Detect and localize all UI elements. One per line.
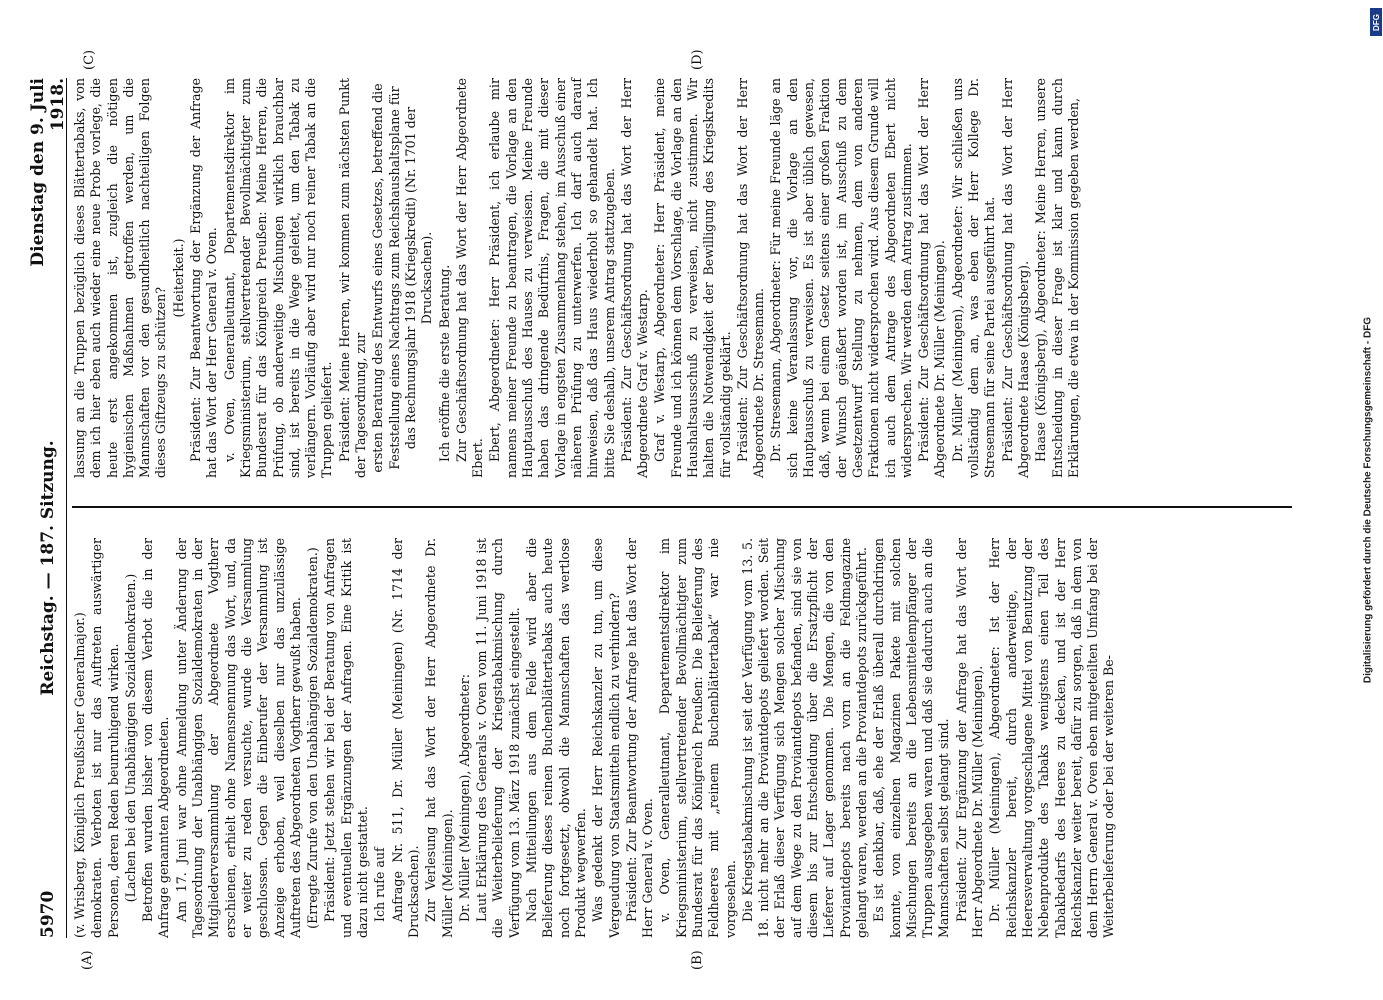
paragraph: v. Oven, Generalleutnant, Departementsdirektor im Kriegsministerium, stellvertretender Bevollmächtigter zum Bundesrat für das Königreich Preußen: Meine Herren, die Prüfung, ob anderweitige Mischungen wirklich brauchbar sind, ist bereits in die Wege geleitet, um den Tabak zu verlängern. Vorläufig aber wird nur noch reiner Tabak an die Truppen geliefert. xyxy=(221,78,335,478)
dfg-logo-text: DFG xyxy=(1371,13,1381,31)
paragraph: Präsident: Zur Ergänzung der Anfrage hat das Wort der Herr Abgeordnete Dr. Müller (Meiningen). xyxy=(953,538,986,938)
paragraph: Präsident: Zur Beantwortung der Anfrage hat das Wort der Herr General v. Oven. xyxy=(623,538,656,938)
paragraph: (Lachen bei den Unabhängigen Sozialdemokraten.) xyxy=(122,573,138,903)
session-date: Dienstag den 9. Juli 1918. xyxy=(28,78,68,267)
paragraph: Präsident: Meine Herren, wir kommen zum nächsten Punkt der Tagesordnung, zur xyxy=(336,78,369,478)
column-divider xyxy=(72,507,1292,509)
paragraph: lassung an die Truppen bezüglich dieses Blättertabaks, von dem ich hier eben auch wieder eine neue Probe vorlege, die heute erst angekommen ist, zugleich die nötigen hygienischen Maßnahmen getroffen werden, um die Mannschaften vor den gesundheitlich nachteiligen Folgen dieses Giftzeugs zu schützen? xyxy=(72,78,169,478)
paragraph: Was gedenkt der Herr Reichskanzler zu tun, um diese Vergeudung von Staatsmitteln endlich zu verhindern? xyxy=(590,538,622,938)
margin-letter-b: (B) xyxy=(690,950,705,970)
paragraph: (Erregte Zurufe von den Unabhängigen Sozialdemokraten.) xyxy=(305,547,321,929)
paragraph: Nach Mitteilungen aus dem Felde wird aber die Belieferung dieses reinen Buchenblättertabaks auch heute noch fortgesetzt, obwohl die Mannschaften das wertlose Produkt wegwerfen. xyxy=(524,538,588,938)
paragraph: Präsident: Jetzt stehen wir bei der Beratung von Anfragen und eventuellen Ergänzungen der Anfragen. Eine Kritik ist dazu nicht gestattet. xyxy=(322,538,371,938)
margin-letter-a: (A) xyxy=(80,950,95,970)
margin-letter-d: (D) xyxy=(690,49,705,70)
paragraph: Am 17. Juni war ohne Anmeldung unter Änderung der Tagesordnung der Unabhängigen Sozialdemokraten in der Mitgliederversammlung der Abgeordnete Vogtherr erschienen, erhielt ohne Namensnennung das Wort, und, da er weiter zu reden versuchte, wurde die Versammlung geschlossen. Gegen die Einberufer der Versammlung ist Anzeige erhoben, weil dieselben nur das unzulässige Auftreten des Abgeordneten Vogtherr gewußt haben. xyxy=(173,538,303,938)
paragraph: Präsident: Zur Geschäftsordnung hat das Wort der Herr Abgeordnete Dr. Stresemann. xyxy=(734,78,767,478)
paragraph: Präsident: Zur Geschäftsordnung hat das Wort der Herr Abgeordnete Haase (Königsberg). xyxy=(999,78,1031,478)
page-header xyxy=(30,78,67,938)
paragraph: Laut Erklärung des Generals v. Oven vom 11. Juni 1918 ist die Weiterbelieferung der Kriegstabakmischung durch Verfügung vom 13. März 1918 zunächst eingestellt. xyxy=(474,538,522,938)
paragraph: ersten Beratung des Entwurfs eines Gesetzes, betreffend die Feststellung eines Nachtrags zum Reichshaushaltsplane für das Rechnungsjahr 1918 (Kriegskredit) (Nr. 1701 der Drucksachen). xyxy=(370,83,435,473)
paragraph: v. Oven, Generalleutnant, Departementsdirektor im Kriegsministerium, stellvertretender Bevollmächtigter zum Bundesrat für das Königreich Preußen: Die Belieferung des Feldheeres mit „reinem Buchenblättertabak“ war nie vorgesehen. xyxy=(657,538,738,938)
paragraph: Zur Geschäftsordnung hat das Wort der Herr Abgeordnete Ebert. xyxy=(453,78,486,478)
paragraph: Die Kriegstabakmischung ist seit der Verfügung vom 13. 5. 18. nicht mehr an die Proviantdepots geliefert worden. Seit der Erlaß dieser Verfügung sich Mengen solcher Mischung auf dem Wege zu den Proviantdepots befanden, sind sie von diesem bis zur Entscheidung über die Ersatzpflicht der Lieferer auf Lager genommen. Die Mengen, die von den Proviantdepots bereits nach vorn an die Feldmagazine gelangt waren, werden an die Proviantdepots zurückgeführt. xyxy=(739,538,869,938)
paragraph: Präsident: Zur Beantwortung der Ergänzung der Anfrage hat das Wort der Herr General v. Oven. xyxy=(188,78,220,478)
digitization-footer: Digitalisierung gefördert durch die Deutsche Forschungsgemeinschaft - DFG xyxy=(1362,316,1374,684)
right-column xyxy=(72,78,1083,478)
paragraph: Ich eröffne die erste Beratung. xyxy=(436,264,452,462)
paragraph: demokraten. Verboten ist nur das Auftreten auswärtiger Personen, deren Reden beunruhigend wirken. xyxy=(89,538,121,938)
paragraph: (Heiterkeit.) xyxy=(170,238,186,318)
paragraph: Präsident: Zur Geschäftsordnung hat das Wort der Herr Abgeordnete Dr. Müller (Meiningen). xyxy=(916,78,948,478)
paragraph: Ich rufe auf xyxy=(372,847,388,922)
paragraph: Präsident: Zur Geschäftsordnung hat das Wort der Herr Abgeordnete Graf v. Westarp. xyxy=(618,78,651,478)
left-column xyxy=(72,538,1119,938)
margin-letter-c: (C) xyxy=(82,49,97,70)
paragraph: Es ist denkbar, daß, ehe der Erlaß überall durchdringen konnte, von einzelnen Magazinen Pakete mit solchen Mischungen bereits an die Lebensmittelempfänger der Truppen ausgegeben waren und daß sie dadurch auch an die Mannschaften selbst gelangt sind. xyxy=(871,538,952,938)
paragraph: Betroffen wurden bisher von diesem Verbot die in der Anfrage genannten Abgeordneten. xyxy=(140,538,172,938)
paragraph: Ebert, Abgeordneter: Herr Präsident, ich erlaube mir namens meiner Freunde zu beantragen, die Vorlage an den Hauptausschuß des Hauses zu verweisen. Meine Freunde haben das dringende Bedürfnis, Fragen, die mit dieser Vorlage in engsten Zusammenhang stehen, im Ausschuß einer näheren Prüfung zu unterwerfen. Ich darf auch darauf hinweisen, daß das Haus wiederholt so gehandelt hat. Ich bitte Sie deshalb, unserem Antrag stattzugeben. xyxy=(487,78,617,478)
paragraph: Zur Verlesung hat das Wort der Herr Abgeordnete Dr. Müller (Meiningen). xyxy=(423,538,455,938)
paragraph: Dr. Müller (Meiningen), Abgeordneter: Wir schließen uns vollständig dem an, was eben der Herr Kollege Dr. Stresemann für seine Partei ausgeführt hat. xyxy=(949,78,998,478)
paragraph: Haase (Königsberg), Abgeordneter: Meine Herren, unsere Entscheidung in dieser Frage ist klar und kann durch Erklärungen, die etwa in der Kommission gegeben werden, xyxy=(1033,78,1081,478)
dfg-logo xyxy=(1370,8,1382,36)
page-number: 5970 xyxy=(38,890,58,938)
session-title: Reichstag. — 187. Sitzung. xyxy=(38,440,58,696)
paragraph: Anfrage Nr. 511, Dr. Müller (Meiningen) (Nr. 1714 der Drucksachen). xyxy=(389,538,421,938)
paragraph: Graf v. Westarp, Abgeordneter: Herr Präsident, meine Freunde und ich können dem Vorschlage, die Vorlage an den Haushaltsausschuß zu verweisen, nicht zustimmen. Wir halten die Notwendigkeit der Bewilligung des Kriegskredits für vollständig geklärt. xyxy=(652,78,733,478)
paragraph: (v. Wrisberg, Königlich Preußischer Generalmajor.) xyxy=(72,612,87,938)
paragraph: Dr. Stresemann, Abgeordneter: Für meine Freunde läge an sich keine Veranlassung vor, die Vorlage an den Hauptausschuß zu verweisen. Es ist aber üblich gewesen, daß, wenn bei einem Gesetz seitens einer großen Fraktion der Wunsch geäußert worden ist, im Ausschuß zu dem Gesetzentwurf Stellung zu nehmen, dem von anderen Fraktionen nicht widersprochen wird. Aus diesem Grunde will ich auch dem Antrage des Abgeordneten Ebert nicht widersprechen. Wir werden dem Antrag zustimmen. xyxy=(768,78,914,478)
paragraph: Dr. Müller (Meiningen), Abgeordneter: xyxy=(456,673,472,922)
paragraph: Dr. Müller (Meiningen), Abgeordneter: Ist der Herr Reichskanzler bereit, durch anderweitige, der Heeresverwaltung vorgeschlagene Mittel von Benutzung der Nebenprodukte des Tabaks wenigstens einen Teil des Tabakbedarfs des Heeres zu decken, und ist der Herr Reichskanzler weiter bereit, dafür zu sorgen, daß in dem von dem Herrn General v. Oven eben mitgeteilten Umfang bei der Weiterbelieferung oder bei der weiteren Be- xyxy=(987,538,1117,938)
